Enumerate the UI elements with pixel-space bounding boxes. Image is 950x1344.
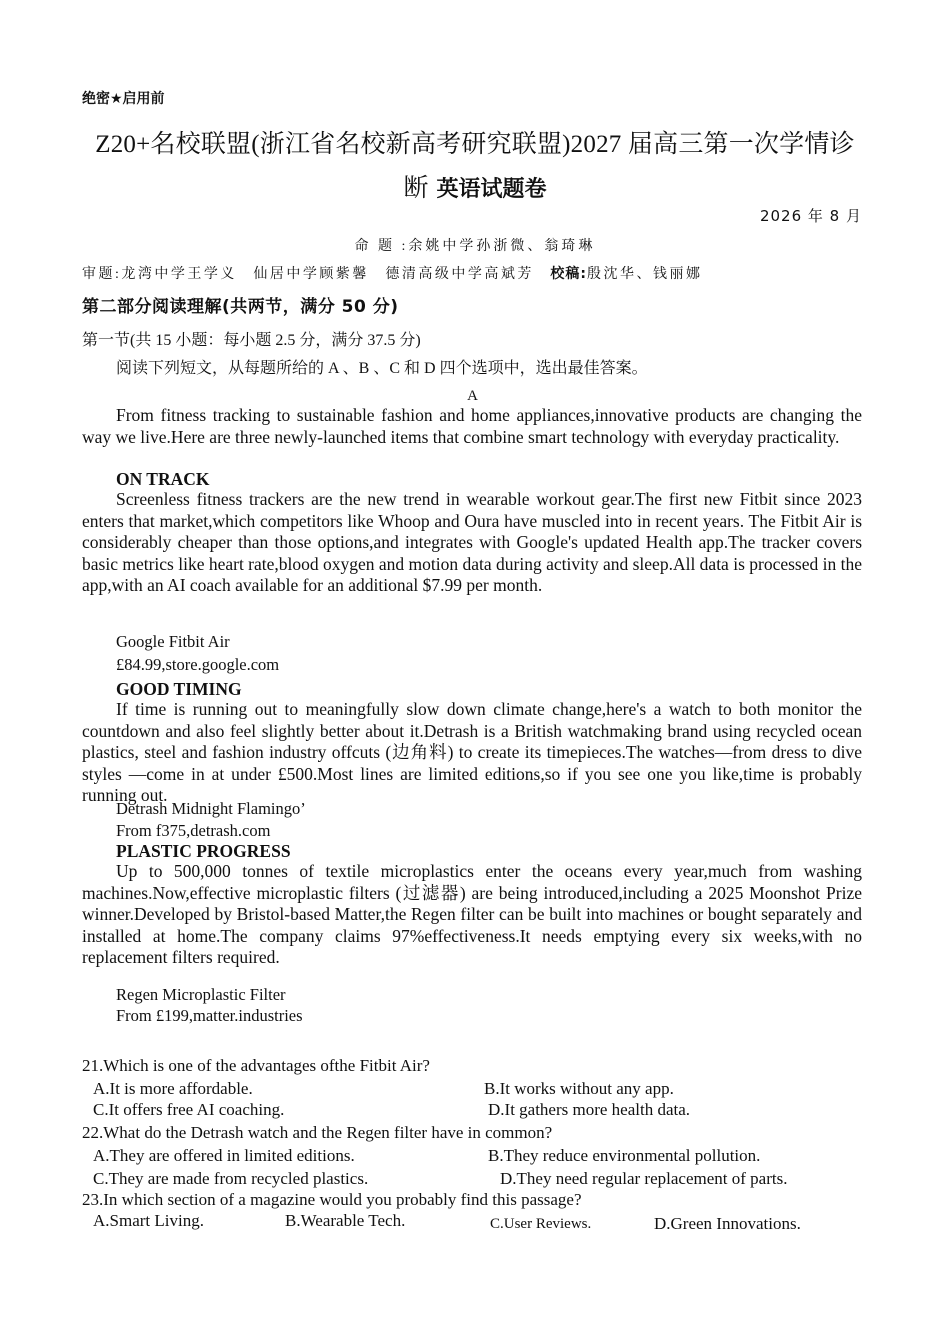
section-title: 第一节(共 15 小题：每小题 2.5 分，满分 37.5 分) <box>82 332 421 349</box>
passage-intro: From fitness tracking to sustainable fashion and home appliances,innovative products are changing the way we live.Here are three newly-launched items that combine smart technology with everyday practicality. <box>82 405 862 447</box>
product-name: Detrash Midnight Flamingo’ <box>116 799 306 818</box>
exam-date: 2026 年 8 月 <box>759 207 862 225</box>
item-heading: PLASTIC PROGRESS <box>116 841 291 861</box>
option-d[interactable]: D.It gathers more health data. <box>488 1100 691 1119</box>
option-b[interactable]: B.They reduce environmental pollution. <box>488 1146 761 1165</box>
product-price: From f375,detrash.com <box>116 821 271 840</box>
question-stem: 23.In which section of a magazine would you probably find this passage? <box>82 1190 582 1209</box>
option-c[interactable]: C.They are made from recycled plastics. <box>93 1169 369 1188</box>
option-a[interactable]: A.Smart Living. <box>93 1211 204 1230</box>
confidential-label: 绝密★启用前 <box>82 91 165 107</box>
instruction: 阅读下列短文，从每题所给的 A 、B 、C 和 D 四个选项中，选出最佳答案。 <box>116 360 648 377</box>
product-price: £84.99,store.google.com <box>116 655 280 674</box>
question-stem: 21.Which is one of the advantages ofthe Fitbit Air? <box>82 1056 430 1075</box>
part-title: 第二部分阅读理解(共两节，满分 50 分) <box>82 297 399 317</box>
exam-title-line2 <box>0 168 950 204</box>
item-heading: GOOD TIMING <box>116 679 242 699</box>
option-b[interactable]: B.It works without any app. <box>484 1079 674 1098</box>
option-a[interactable]: A.They are offered in limited editions. <box>93 1146 355 1165</box>
item-heading: ON TRACK <box>116 469 210 489</box>
setter-line: 命 题 :余姚中学孙浙微、翁琦琳 <box>354 239 596 254</box>
product-price: From £199,matter.industries <box>116 1006 303 1025</box>
question-stem: 22.What do the Detrash watch and the Regen filter have in common? <box>82 1123 553 1142</box>
proof-label: 校稿: <box>550 266 587 282</box>
item-body: Screenless fitness trackers are the new trend in wearable workout gear.The first new Fitbit since 2023 enters that market,which competitors like Whoop and Oura have muscled into in recent years. The Fitbit Air is considerably cheaper than those options,and integrates with Google's updated Health app.The tracker covers basic metrics like heart rate,blood oxygen and motion data during activity and sleep.All data is processed in the app,with an AI coach available for an additional $7.99 per month. <box>82 489 862 595</box>
proof-names: 殷沈华、钱丽娜 <box>587 267 703 282</box>
option-c[interactable]: C.It offers free AI coaching. <box>93 1100 285 1119</box>
exam-subject: 英语试题卷 <box>436 177 547 202</box>
option-b[interactable]: B.Wearable Tech. <box>285 1211 406 1230</box>
reviewers-names: 审题:龙湾中学王学义 仙居中学顾紫馨 德清高级中学高斌芳 <box>82 267 534 282</box>
exam-title-line1: Z20+名校联盟(浙江省名校新高考研究联盟)2027 届高三第一次学情诊 <box>95 131 855 158</box>
option-d[interactable]: D.Green Innovations. <box>654 1214 801 1233</box>
option-c[interactable]: C.User Reviews. <box>490 1216 592 1232</box>
item-body: If time is running out to meaningfully slow down climate change,here's a watch to both monitor the countdown and also feel slightly better about it.Detrash is a British watchmaking brand using recycled ocean plastics, steel and fashion industry offcuts (边角料) to create its timepieces.The watches—from dress to dive styles —come in at under £500.Most lines are limited editions,so if you see one you like,time is probably running out. <box>82 699 862 805</box>
exam-title-line2-a: 断 <box>403 175 429 202</box>
option-d[interactable]: D.They need regular replacement of parts. <box>500 1169 788 1188</box>
item-body: Up to 500,000 tonnes of textile microplastics enter the oceans every year,much from washing machines.Now,effective microplastic filters (过滤器) are being introduced,including a 2025 Moonshot Prize winner.Developed by Bristol-based Matter,the Regen filter can be built into machines or bought separately and installed at home.The company claims 97%effectiveness.It needs emptying every six weeks,with no replacement filters required. <box>82 861 862 967</box>
product-name: Google Fitbit Air <box>116 632 230 651</box>
reviewers-line <box>82 263 703 283</box>
option-a[interactable]: A.It is more affordable. <box>93 1079 253 1098</box>
product-name: Regen Microplastic Filter <box>116 985 286 1004</box>
passage-letter: A <box>467 388 478 404</box>
